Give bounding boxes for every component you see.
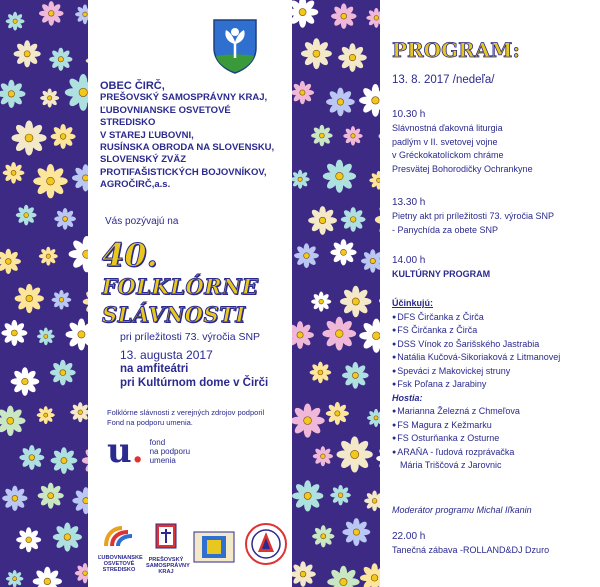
performers-list xyxy=(392,297,597,473)
org-line: V STAREJ ĽUBOVNI, xyxy=(100,129,194,141)
invitation-text: Vás pozývajú na xyxy=(105,216,179,227)
flower-icon xyxy=(6,570,23,587)
performer-item: ● Fsk Poľana z Jarabiny xyxy=(392,378,597,392)
fund-logo-mark: u. xyxy=(107,431,144,471)
flower-icon xyxy=(52,290,72,310)
szpb-logo xyxy=(244,522,288,571)
flower-icon xyxy=(379,285,380,316)
flower-icon xyxy=(51,124,76,149)
flower-icon xyxy=(0,406,26,436)
program-title: PROGRAM: xyxy=(392,38,520,62)
flower-icon xyxy=(19,445,44,470)
flower-icon xyxy=(0,80,25,108)
program-time: 22.00 h xyxy=(392,531,426,542)
flower-icon xyxy=(379,119,380,154)
program-line: v Gréckokatolíckom chráme xyxy=(392,150,504,160)
performer-item: ● Natália Kučová-Sikoriaková z Litmanovej xyxy=(392,351,597,365)
flower-icon xyxy=(313,446,333,466)
village-crest-icon xyxy=(212,18,258,74)
moderator-line: Moderátor programu Michal Iľkanin xyxy=(392,505,532,515)
flower-icon xyxy=(12,120,47,155)
flower-icon xyxy=(337,436,373,472)
program-line: Presvätej Bohorodičky Ochrankyne xyxy=(392,163,533,174)
org-line: PREŠOVSKÝ SAMOSPRÁVNY KRAJ, xyxy=(100,92,268,104)
flower-icon xyxy=(342,362,369,389)
flower-icon xyxy=(86,50,88,71)
flower-icon xyxy=(51,447,78,474)
organizers-list xyxy=(100,80,280,192)
performer-item: ● DSS Vínok zo Šarišského Jastrabia xyxy=(392,338,597,352)
program-time: 13.30 h xyxy=(392,197,426,208)
flower-icon xyxy=(375,201,380,238)
flower-icon xyxy=(70,402,88,422)
flower-icon xyxy=(342,518,370,546)
org-line: OBEC ČIRČ, xyxy=(100,80,165,92)
flower-icon xyxy=(50,360,76,386)
support-line: Fond na podporu umenia. xyxy=(107,418,193,427)
event-date: 13. augusta 2017 xyxy=(120,348,213,362)
org-line: SLOVENSKÝ ZVÄZ xyxy=(100,154,187,166)
program-date: 13. 8. 2017 /nedeľa/ xyxy=(392,74,495,86)
flower-icon xyxy=(15,284,44,313)
szpb-seal-icon xyxy=(244,522,288,566)
guest-item: Mária Triščová z Jarovnic xyxy=(400,460,502,470)
flower-icon xyxy=(338,43,367,72)
flower-icon xyxy=(65,74,88,111)
flower-icon xyxy=(72,164,88,191)
flower-icon xyxy=(327,566,359,587)
psk-logo-icon xyxy=(146,522,186,552)
flower-icon xyxy=(369,171,380,190)
festival-title-line1: FOLKLÓRNE xyxy=(102,274,259,299)
flower-icon xyxy=(343,126,362,145)
flower-icon xyxy=(49,48,72,71)
flower-icon xyxy=(1,320,27,346)
flower-icon xyxy=(292,480,323,511)
flower-icon xyxy=(322,317,356,351)
flower-icon xyxy=(292,404,325,438)
festival-number: 40. xyxy=(102,236,158,274)
program-line: Slávnostná ďakovná liturgia xyxy=(392,123,503,133)
flower-border-middle xyxy=(292,0,380,587)
program-block-liturgy xyxy=(392,108,597,176)
flower-icon xyxy=(72,487,88,514)
venue-line: na amfiteátri xyxy=(120,363,189,375)
los-logo-icon xyxy=(98,524,140,550)
org-line: AGROČIRČ,a.s. xyxy=(100,179,171,191)
program-line: - Panychída za obete SNP xyxy=(392,224,499,235)
flower-icon xyxy=(326,88,355,117)
program-block-memorial xyxy=(392,196,597,237)
psk-logo-caption: PREŠOVSKÝ SAMOSPRÁVNY KRAJ xyxy=(146,557,190,575)
flower-icon xyxy=(66,319,88,351)
flower-icon xyxy=(82,446,88,475)
support-note xyxy=(107,408,287,428)
guest-item: ● Marianna Železná z Chmeľova xyxy=(392,405,597,419)
flower-icon xyxy=(376,446,380,471)
flower-icon xyxy=(292,0,318,28)
flower-icon xyxy=(292,170,310,189)
flower-icon xyxy=(6,12,25,31)
program-time: 10.30 h xyxy=(392,109,426,120)
flower-icon xyxy=(83,288,88,315)
festival-title-line2: SLÁVNOSTI xyxy=(102,302,246,327)
flower-icon xyxy=(310,362,332,384)
org-line: RUSÍNSKA OBRODA NA SLOVENSKU, xyxy=(100,142,275,154)
flower-icon xyxy=(301,38,332,69)
flower-icon xyxy=(39,247,58,266)
guests-heading: Hostia: xyxy=(392,392,423,403)
flower-icon xyxy=(308,206,337,235)
flower-icon xyxy=(33,567,62,587)
program-block-culture xyxy=(392,254,597,282)
flower-icon xyxy=(16,205,37,226)
performer-item: ● FS Čirčanka z Čirča xyxy=(392,324,597,338)
flower-icon xyxy=(340,286,371,317)
venue-line: pri Kultúrnom dome v Čirči xyxy=(120,377,269,389)
flower-icon xyxy=(3,162,25,184)
flower-icon xyxy=(341,207,366,232)
flower-icon xyxy=(54,208,76,230)
festival-subtitle: pri príležitosti 73. výročia SNP xyxy=(120,331,261,343)
flower-border-left xyxy=(0,0,88,587)
performer-item: ● Speváci z Makovickej struny xyxy=(392,365,597,379)
fund-logo-text: fond na podporu umenia xyxy=(149,437,191,465)
flower-icon xyxy=(40,88,59,107)
program-time: 14.00 h xyxy=(392,255,426,266)
flower-icon xyxy=(330,239,356,265)
org-line: ĽUBOVNIANSKE OSVETOVÉ STREDISKO xyxy=(100,104,231,129)
flower-icon xyxy=(331,3,357,29)
flower-icon xyxy=(69,236,88,272)
flower-icon xyxy=(37,406,55,424)
flower-icon xyxy=(312,525,334,547)
event-date-venue xyxy=(120,348,290,390)
flower-icon xyxy=(38,483,64,509)
guest-item: ● FS Osturňanka z Osturne xyxy=(392,432,597,446)
psk-logo xyxy=(146,522,190,575)
flower-icon xyxy=(292,561,316,587)
flower-icon xyxy=(33,164,67,198)
flower-icon xyxy=(75,4,88,24)
los-logo-caption: ĽUBOVNIANSKE OSVETOVÉ STREDISKO xyxy=(98,555,143,573)
flower-icon xyxy=(53,522,82,551)
program-line: Tanečná zábava -ROLLAND&DJ Dzuro xyxy=(392,545,550,555)
support-line: Folklórne slávnosti z verejných zdrojov podporil xyxy=(107,408,265,417)
flower-icon xyxy=(323,160,356,193)
flower-icon xyxy=(311,125,333,147)
program-line: padlým v II. svetovej vojne xyxy=(392,136,498,147)
flower-pattern-left xyxy=(0,0,88,587)
program-block-dance xyxy=(392,530,597,558)
flower-icon xyxy=(361,249,380,273)
flower-icon xyxy=(366,8,380,28)
partner-logos xyxy=(96,522,292,578)
performer-item: ● DFS Čirčanka z Čirča xyxy=(392,311,597,325)
flower-icon xyxy=(359,84,380,117)
flower-icon xyxy=(326,402,349,425)
flower-pattern-middle xyxy=(292,0,380,587)
program-line: Pietny akt pri príležitosti 73. výročia SNP xyxy=(392,211,555,221)
flower-icon xyxy=(39,1,64,26)
org-line: PROTIFAŠISTICKÝCH BOJOVNÍKOV, xyxy=(100,166,267,178)
flower-icon xyxy=(292,81,314,104)
flower-icon xyxy=(2,486,27,511)
flower-icon xyxy=(294,243,319,268)
program-header xyxy=(392,38,597,62)
flower-icon xyxy=(367,409,380,427)
flower-icon xyxy=(75,563,88,583)
flower-icon xyxy=(0,249,21,274)
flower-icon xyxy=(292,321,314,349)
flower-icon xyxy=(14,40,41,67)
fund-logo xyxy=(107,431,191,471)
program-heading: KULTÚRNY PROGRAM xyxy=(392,269,491,279)
guest-item: ● FS Magura z Kežmarku xyxy=(392,419,597,433)
flower-icon xyxy=(11,367,40,396)
flower-icon xyxy=(37,328,55,346)
flower-icon xyxy=(359,319,380,353)
flower-icon xyxy=(16,527,41,552)
guest-item: ● ARAŇA - ľudová rozprávačka xyxy=(392,446,597,460)
flower-icon xyxy=(330,485,351,506)
rusyn-logo-icon xyxy=(192,526,236,566)
rusyn-logo xyxy=(192,526,236,571)
flower-icon xyxy=(360,563,380,587)
los-logo xyxy=(98,524,143,573)
performers-heading: Účinkujú: xyxy=(392,298,434,308)
flower-icon xyxy=(364,490,380,511)
flower-icon xyxy=(311,292,331,312)
